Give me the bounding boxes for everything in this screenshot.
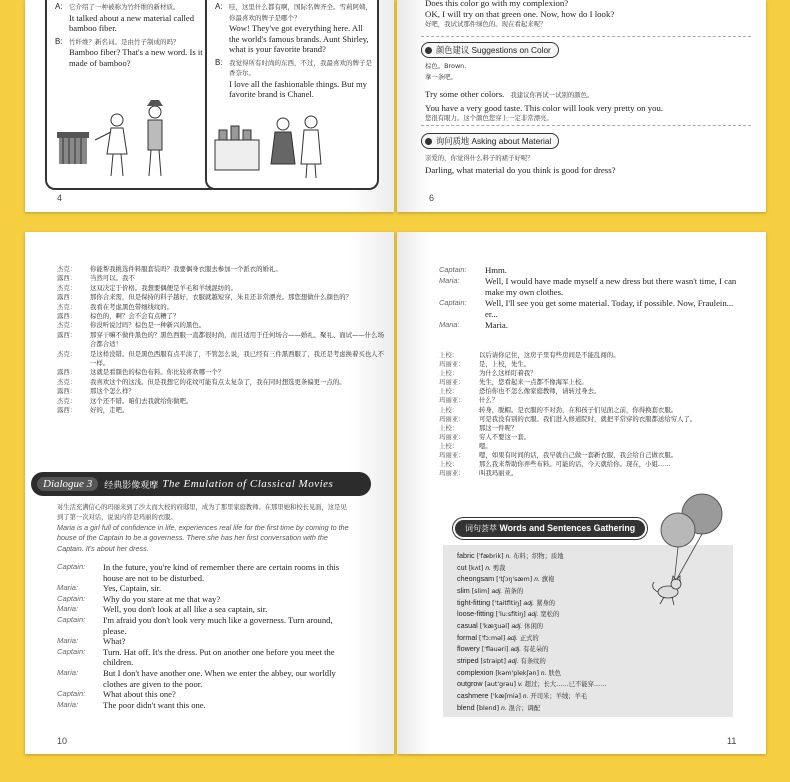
speaker-label: 上校： — [439, 423, 459, 432]
vocab-word: cheongsam — [457, 574, 495, 584]
dialogue-row — [57, 387, 387, 396]
vocab-phonetic: [kəm'plekʃən] — [495, 669, 539, 677]
section-suggestions-on-color: 颜色建议 Suggestions on Color — [421, 42, 559, 58]
vocab-phonetic: ['flauəri] — [481, 646, 509, 654]
dialogue-text: 那这一件呢？ — [479, 423, 518, 432]
speaker-label: Maria: — [439, 319, 460, 329]
vocab-entry — [457, 621, 607, 633]
vocab-entry — [457, 563, 607, 575]
dialogue-text: 嗯，如果有时间的话，我早就自己做一套新衣服，我会给自己做衣服。 — [479, 451, 678, 460]
cat-icon — [653, 576, 681, 605]
dialogue-text: 什么？ — [479, 396, 499, 405]
speaker-label: B: — [215, 57, 223, 67]
comic-panel-b — [205, 0, 379, 190]
speaker-label: 杰克： — [57, 349, 77, 358]
dialogue-text: 以后请你记住，这房子里有些房间是不能乱闯的。 — [479, 351, 620, 359]
speaker-label: 露西： — [57, 312, 77, 321]
dialogue-row — [57, 265, 387, 274]
vocab-phonetic: ['tʃɔŋ'sæm] — [496, 576, 533, 584]
speaker-label: 杰克： — [57, 265, 77, 273]
speaker-label: Maria: — [57, 699, 79, 709]
dialogue-row — [439, 469, 739, 478]
dialogue-row — [57, 562, 357, 583]
speaker-label: 杰克： — [57, 377, 77, 386]
vocab-pos: adj. — [507, 634, 518, 642]
dialogue-title-en: The Emulation of Classical Movies — [162, 478, 334, 490]
vocab-entry — [457, 691, 607, 703]
vocab-entry — [457, 703, 607, 715]
line-body — [69, 2, 217, 34]
dialogue-row — [57, 604, 357, 615]
vocab-meaning: 紧身的 — [536, 599, 556, 607]
dialogue-text: But I don't have another one. When we enter the abbey, our worldly clothes are given to the poor. — [103, 667, 336, 689]
line-zh: 哇，这里什么都有啊，国际名牌齐全。雪莉阿姨，你最喜欢的牌子是哪个？ — [229, 3, 372, 22]
vocab-word: tight-fitting — [457, 597, 491, 607]
dialogue-row — [439, 396, 739, 405]
line-en: I love all the fashionable things. But my favorite brand is Chanel. — [229, 78, 367, 99]
dialogue-line — [215, 58, 377, 100]
dialogue-text: 转身，脱帽。是衣服的不对劲，在和孩子们见面之前，你得换套衣服。 — [479, 405, 678, 414]
dialogue-text: 是这样没错。但是黑色西服有点平淡了，不管怎么说，我已经有三件黑西服了，我还是考虑换着买也人不一样。 — [90, 349, 384, 368]
speaker-label: 露西： — [57, 330, 77, 339]
speaker-label: 上校： — [439, 405, 459, 414]
vocab-meaning: 混合；调配 — [508, 704, 541, 712]
speaker-label: 露西： — [57, 406, 77, 415]
dialogue-row — [57, 615, 357, 636]
speaker-label: Maria: — [57, 604, 79, 614]
dialogue-text: 当然可以。我不 — [90, 274, 135, 283]
vocab-word: casual — [457, 620, 478, 630]
text-line: 棕色。Brown. — [425, 62, 467, 70]
dialogue-row — [439, 415, 739, 424]
dialogue-row — [57, 274, 387, 283]
vocab-entry — [457, 668, 607, 680]
dialogue-row — [57, 700, 357, 711]
dialogue-text: 这个还不错。咱们去我就给你做吧。 — [90, 396, 193, 405]
vocab-pos: adj. — [527, 611, 539, 619]
dialogue-text: 棕色的，啊？会不会有点糟了？ — [90, 312, 180, 321]
speaker-label: A: — [215, 2, 223, 11]
dialogue-line — [55, 2, 222, 34]
vocab-word: striped — [457, 655, 479, 665]
vocab-entry — [457, 551, 607, 563]
speaker-label: 杰克： — [57, 321, 77, 330]
speaker-label: 上校： — [439, 369, 459, 378]
speaker-label: 玛丽亚： — [439, 414, 465, 423]
vocab-entry — [457, 574, 607, 586]
speaker-label: Captain: — [57, 646, 86, 656]
speaker-label: Captain: — [57, 614, 86, 624]
speaker-label: Captain: — [439, 297, 467, 307]
vocab-phonetic: [autˈgrəu] — [484, 681, 516, 689]
dialogue-text: 好的，走吧。 — [90, 406, 129, 415]
speaker-label: B: — [55, 36, 63, 46]
balloon-icon — [661, 513, 695, 547]
vocab-phonetic: [kʌt] — [468, 564, 484, 572]
dialogue-line — [215, 2, 377, 55]
dialogue-text: 是，上校，先生。 — [479, 360, 531, 369]
dialogue-text: 可是我没有别的衣服。我们进入修道院时，就把平常穿的衣服都送给穷人了。 — [479, 414, 697, 423]
speaker-label: 露西： — [57, 368, 77, 377]
speaker-label: 露西： — [57, 387, 77, 396]
dialogue-row — [57, 397, 387, 406]
vocab-meaning: 有条纹的 — [520, 657, 546, 665]
vocab-phonetic: ['kæʒuəl] — [479, 622, 510, 630]
vocab-meaning: 正式的 — [519, 634, 539, 642]
page-number: 4 — [57, 193, 63, 203]
speaker-label: 上校： — [439, 460, 459, 469]
speaker-label: A: — [55, 2, 63, 11]
text-line: OK, I will try on that green one. Now, how do I look? — [425, 9, 615, 19]
dialogue-text: I'm afraid you don't look very much like a governess. Turn around, please. — [103, 614, 333, 636]
speaker-label: 上校： — [439, 387, 459, 396]
speaker-label: Maria: — [439, 275, 460, 285]
vocab-pos: n. — [522, 692, 529, 700]
vocab-meaning: 超过；长大……已不能穿…… — [524, 681, 607, 689]
vocab-word: cashmere — [457, 690, 489, 700]
dialogue-title-zh: 经典影像观摩 — [104, 480, 159, 491]
dialogue-text: 你能帮我挑选件料服套装吗？我要偶身衣服去参加一个派衣的婚礼。 — [90, 265, 282, 273]
dialogue-text: Hmm. — [485, 265, 507, 275]
dialogue-row — [57, 406, 387, 415]
dialogue-row — [57, 583, 357, 594]
dialogue-text: 穷人不要这一套。 — [479, 432, 531, 441]
dialogue-row — [439, 351, 739, 360]
vocab-meaning: 剪裁 — [492, 564, 506, 572]
vocab-phonetic: [slim] — [471, 587, 490, 595]
dialogue-row — [57, 636, 357, 647]
dialogue-row — [439, 298, 739, 320]
page-number: 10 — [57, 736, 68, 746]
dialogue-text: 你没听说过吗？棕色是一种新兴的黑色。 — [90, 321, 206, 330]
dialogue-text: 为什么这样盯着我？ — [479, 369, 537, 378]
vocab-phonetic: ['taitfitiŋ] — [492, 599, 522, 607]
vocab-entry — [457, 598, 607, 610]
dialogue-row — [57, 293, 387, 302]
vocab-phonetic: ['kæʃmiə] — [490, 692, 521, 700]
dialogue-text: 那穿干嘛不做件黑色的？黑色西服一直都很时尚，而且适用于任何场合——婚礼、聚礼、面试——什么场合都合适！ — [90, 330, 384, 349]
dialogue-3-banner — [31, 472, 371, 496]
speaker-label: 上校： — [439, 351, 459, 359]
line-en: It talked about a new material called bamboo fiber. — [69, 12, 195, 33]
dialogue-row — [439, 451, 739, 460]
speaker-label: Captain: — [439, 265, 467, 274]
vocab-phonetic: ['fɔ:məl] — [478, 634, 506, 642]
section-asking-about-material: 询问质地 Asking about Material — [421, 133, 559, 149]
dialogue-row — [57, 668, 357, 689]
dialogue-text: In the future, you're kind of remember there are certain rooms in this house are not to be disturbed. — [103, 562, 340, 583]
line-en: Try some other colors. — [425, 89, 505, 99]
dialogue-text: Maria. — [485, 319, 508, 330]
dialogue-row — [439, 378, 739, 387]
text-line: You have a very good taste. This color will look very pretty on you. — [425, 103, 664, 113]
dialogue-row — [57, 303, 387, 312]
bullet-icon — [425, 138, 432, 145]
dialogue-text: 叫我玛丽亚。 — [479, 469, 518, 478]
dialogue-row — [57, 331, 387, 350]
vocab-pos: adj. — [507, 657, 519, 665]
dialogue-text: What? — [103, 636, 126, 647]
speaker-label: Captain: — [57, 593, 86, 603]
vocab-pos: n. — [540, 669, 547, 677]
text-line: 您很有眼力。这个颜色您穿上一定非常漂亮。 — [425, 114, 553, 122]
vocab-word: outgrow — [457, 679, 483, 689]
bullet-icon — [425, 47, 432, 54]
vocab-pos: adj. — [491, 587, 503, 595]
speaker-label: 露西： — [57, 293, 77, 302]
speaker-label: 上校： — [439, 441, 459, 450]
dialogue-row — [57, 689, 357, 700]
vocab-phonetic: ['lu:sfitiŋ] — [495, 611, 526, 619]
vocab-pos: n. — [485, 564, 491, 572]
dialogue-text: 我喜欢这个的这浅。但是我想它的花纹可能有点太复杂了，我在同时想选更条偏更一点的。 — [90, 377, 346, 386]
speaker-label: 玛丽亚： — [439, 451, 465, 460]
line-en: Bamboo fiber? That's a new word. Is it made of bamboo? — [69, 47, 203, 68]
page-number: 6 — [429, 193, 435, 203]
vocab-meaning: 宽松的 — [540, 611, 560, 619]
intro-en: Maria is a girl full of confidence in life, experiences real life for the first time by coming to the house of the Captain to be a governess. There she has her first conversation with the Captain. It's about her dress. — [57, 523, 349, 553]
intro-zh: 对生活充满信心的玛丽来到了沙太而大校的府邸里，成为了那里家庭教师。在那里她和校长见面，这是见到了第一次对话，说说内容是玛丽的衣服。 — [57, 504, 347, 521]
vocab-meaning: 布料；织物；质地 — [513, 553, 564, 560]
dialogue-text: 那你合来需，但是保持的料子越好，衣服就越短穿，朱且还非常漂亮。那您想做什么颜色的？ — [90, 293, 353, 302]
vocab-phonetic: [blend] — [476, 704, 500, 712]
text-line: Does this color go with my complexion? — [425, 0, 569, 8]
page-number: 11 — [727, 736, 737, 746]
balloon-cat-illustration — [650, 488, 740, 613]
dialogue-text: 那么我来帮助你弄些布料。可能的话，今天就给你。现在，小姐…… — [479, 460, 671, 469]
text-line: 拿一条吧。 — [425, 73, 457, 81]
line-body — [229, 2, 375, 55]
dialogue-text: Well, I'll see you get some material. Today, if possible. Now, Fraulein... er... — [485, 297, 734, 319]
vocab-pos: v. — [518, 681, 523, 689]
dialogue-text: 嗯。 — [479, 441, 492, 450]
dialogue-row — [57, 594, 357, 605]
speaker-label: 杰克： — [57, 283, 77, 292]
dialogue-text: Yes, Captain, sir. — [103, 583, 162, 594]
dialogue-text: 那这个怎么样？ — [90, 387, 135, 396]
text-line: 好吧，我试试那件绿色的。现在看起来呢？ — [425, 20, 547, 28]
vocab-word: formal — [457, 632, 477, 642]
vocab-word: loose-fitting — [457, 609, 494, 619]
dialogue-text: Turn. Hat off. It's the dress. Put on another one before you meet the children. — [103, 646, 335, 668]
vocab-meaning: 旗袍 — [541, 576, 555, 584]
line-body — [229, 58, 375, 100]
dialogue-text: 这双决定于价格。我想要偶便是羊毛和羊绒混纺的。 — [90, 283, 237, 292]
comic-panel-a — [45, 0, 224, 190]
vocab-entry — [457, 679, 607, 691]
speaker-label: 玛丽亚： — [439, 360, 465, 369]
vocab-title: 词句荟萃 Words and Sentences Gathering — [453, 518, 647, 539]
dialogue-text: Well, you don't look at all like a sea captain, sir. — [103, 604, 268, 615]
dialogue-row — [439, 424, 739, 433]
dialogue-row — [57, 647, 357, 668]
dialogue-row — [439, 320, 739, 331]
text-line: 亲爱的，你觉得什么料子的裙子好呢？ — [425, 154, 534, 162]
dialogue-row — [57, 350, 387, 369]
page-4 — [25, 0, 394, 212]
vocab-word: complexion — [457, 667, 494, 677]
line-zh: 我建议你再试一试别的颜色。 — [510, 91, 594, 99]
dialogue-text: What about this one? — [103, 689, 176, 700]
dialogue-text: 这就是看颜色的棕色布料。你比较喜欢哪一个？ — [90, 368, 225, 377]
line-zh: 它介绍了一种被称为竹纤维的新材质。 — [69, 3, 180, 11]
speaker-label: Maria: — [57, 583, 79, 593]
speaker-label: 玛丽亚： — [439, 432, 465, 441]
speaker-label: 玛丽亚： — [439, 469, 465, 478]
speaker-label: 杰克： — [57, 396, 77, 405]
line-zh: 竹纤维？新名词。是由竹子制成的吗？ — [69, 37, 180, 46]
line-en: Wow! They've got everything here. All the world's famous brands. Aunt Shirley, what is your favorite brand? — [229, 23, 369, 54]
dialogue-row — [57, 378, 387, 387]
vocab-pos: adj. — [510, 646, 522, 654]
speaker-label: 玛丽亚： — [439, 396, 465, 405]
vocab-meaning: 有花朵的 — [523, 646, 549, 654]
dialogue-row — [439, 265, 739, 276]
vocab-entry — [457, 656, 607, 668]
vocab-entry — [457, 586, 607, 598]
vocab-word: slim — [457, 585, 470, 595]
dialogue-row — [57, 368, 387, 377]
vocab-meaning: 开司米；羊绒；羊毛 — [530, 692, 588, 700]
dialogue-row — [439, 460, 739, 469]
vocab-meaning: 苗条的 — [504, 587, 524, 595]
line-body — [69, 37, 217, 69]
dialogue-row — [439, 369, 739, 378]
speaker-label: 杰克： — [57, 302, 77, 311]
vocab-pos: n. — [501, 704, 507, 712]
dialogue-text: 恐怕你也不怎么像家庭教师，请转过身去。 — [479, 387, 601, 396]
dialogue-row — [439, 442, 739, 451]
illustration-brand-store — [211, 112, 371, 182]
speaker-label: Maria: — [57, 636, 79, 646]
dialogue-line — [55, 37, 222, 69]
vocab-pos: adj. — [523, 599, 535, 607]
speaker-label: 露西： — [57, 274, 77, 283]
dialogue-text: 先生，您看起来一点都不像海军上校。 — [479, 378, 588, 387]
text-line: Darling, what material do you think is good for dress? — [425, 165, 616, 175]
dialogue-text: Well, I would have made myself a new dress but there wasn't time, I can make my own clothes. — [485, 275, 737, 297]
vocab-phonetic: ['fæbrik] — [476, 553, 504, 560]
dialogue-row — [439, 276, 739, 298]
illustration-fabric-shop — [55, 92, 215, 182]
vocab-meaning: 休闲的 — [524, 622, 544, 630]
dialogue-tag: Dialogue 3 — [37, 477, 98, 491]
speaker-label: Captain: — [57, 562, 86, 571]
vocab-pos: adj. — [511, 622, 523, 630]
dialogue-row — [439, 406, 739, 415]
dialogue-text: 我看在考虑黑色带细线纹的。 — [90, 302, 174, 311]
vocab-word: flowery — [457, 644, 480, 654]
dialogue-row — [57, 284, 387, 293]
speaker-label: Maria: — [57, 667, 79, 677]
vocab-word: fabric — [457, 551, 475, 560]
line-zh: 我觉得所有时尚的东西，不过，我最喜欢的牌子是香奈尔。 — [229, 58, 372, 77]
text-line — [425, 84, 755, 102]
vocab-meaning: 肤色 — [548, 669, 561, 677]
dialogue-row — [439, 360, 739, 369]
dialogue-text: Why do you stare at me that way? — [103, 593, 221, 604]
vocab-word: blend — [457, 702, 475, 712]
vocab-word: cut — [457, 562, 467, 572]
speaker-label: 玛丽亚： — [439, 378, 465, 387]
vocab-entry — [457, 633, 607, 645]
dialogue-text: The poor didn't want this one. — [103, 699, 206, 710]
vocab-entry — [457, 644, 607, 656]
speaker-label: Captain: — [57, 689, 86, 699]
vocab-pos: n. — [505, 553, 512, 560]
vocab-phonetic: [straipt] — [480, 657, 506, 665]
vocab-pos: n. — [534, 576, 540, 584]
vocab-entry — [457, 609, 607, 621]
dialogue-row — [57, 321, 387, 330]
dialogue-row — [439, 433, 739, 442]
page-6 — [397, 0, 766, 212]
